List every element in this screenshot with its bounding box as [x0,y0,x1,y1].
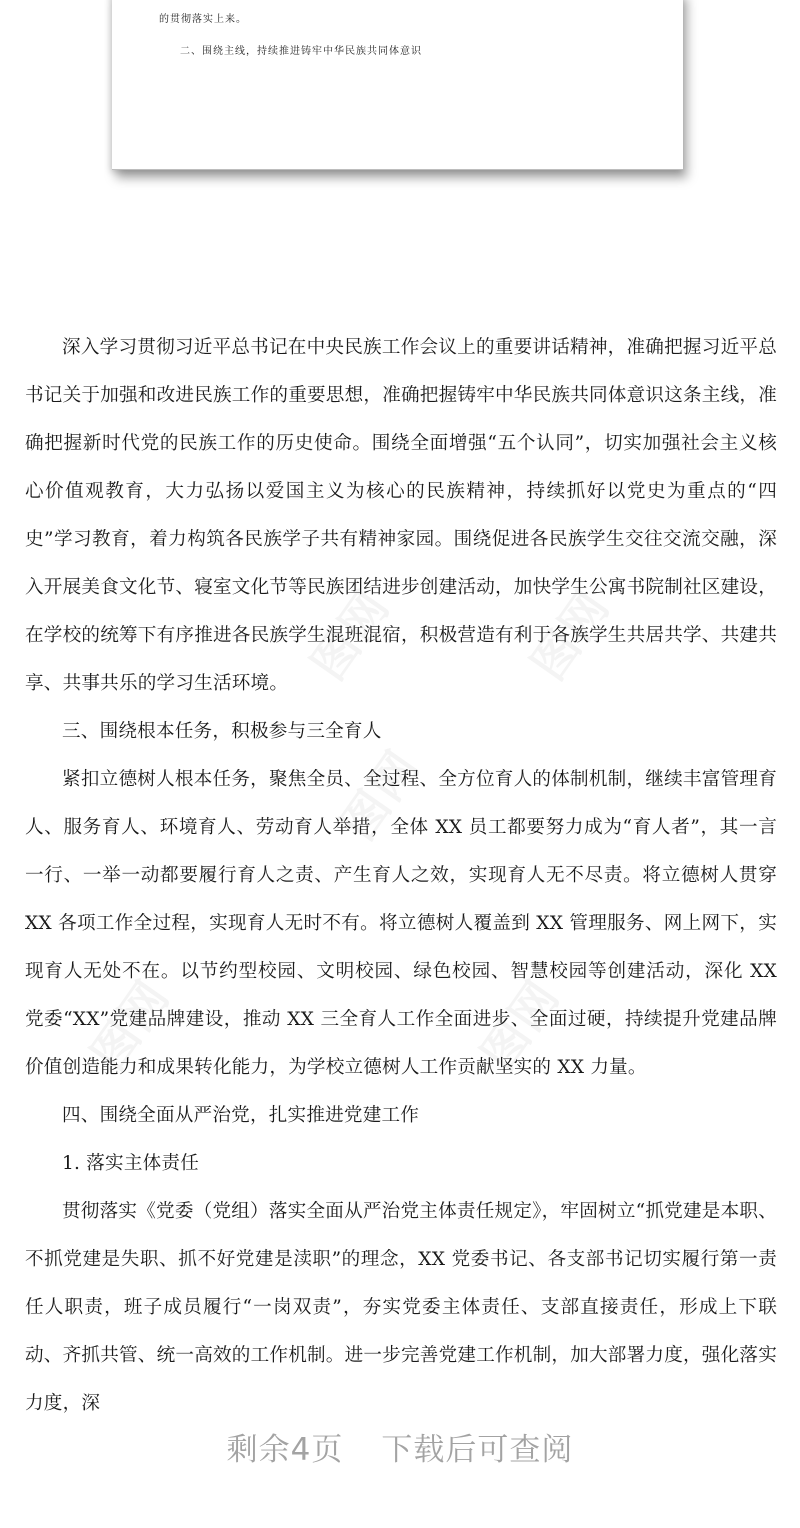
remaining-pages-label: 剩余4页 [226,1432,344,1468]
subsection-heading-1: 1. 落实主体责任 [62,1153,200,1174]
document-body [25,324,777,1428]
download-prompt[interactable] [0,1424,800,1469]
watermark: 图网 [80,969,181,1080]
paragraph-main-responsibility: 贯彻落实《党委（党组）落实全面从严治党主体责任规定》，牢固树立“抓党建是本职、不抓党建是失职、抓不好党建是渎职”的理念，XX 党委书记、各支部书记切实履行第一责任人职责，班子成员履行“一岗双责”，夯实党委主体责任、支部直接责任，形成上下联动、齐抓共管、统一高效的工作机制。进一步完善党建工作机制，加大部署力度，强化落实力度，深 [25,1201,777,1414]
watermark: 图网 [330,739,431,850]
section-heading-3: 三、围绕根本任务，积极参与三全育人 [62,721,382,742]
paragraph-three-all-education: 紧扣立德树人根本任务，聚焦全员、全过程、全方位育人的体制机制，继续丰富管理育人、服务育人、环境育人、劳动育人举措，全体 XX 员工都要努力成为“育人者”，其一言一行、一举一动都要履行育人之责、产生育人之效，实现育人无不尽责。将立德树人贯穿 XX 各项工作全过程，实现育人无时不有。将立德树人覆盖到 XX 管理服务、网上网下，实现育人无处不在。以节约型校园、文明校园、绿色校园、智慧校园等创建活动，深化 XX 党委“XX”党建品牌建设，推动 XX 三全育人工作全面进步、全面过硬，持续提升党建品牌价值创造能力和成果转化能力，为学校立德树人工作贡献坚实的 XX 力量。 [25,769,777,1078]
watermark: 图网 [470,969,571,1080]
paragraph-ethnic-unity: 深入学习贯彻习近平总书记在中央民族工作会议上的重要讲话精神，准确把握习近平总书记关于加强和改进民族工作的重要思想，准确把握铸牢中华民族共同体意识这条主线，准确把握新时代党的民族工作的历史使命。围绕全面增强“五个认同”，切实加强社会主义核心价值观教育，大力弘扬以爱国主义为核心的民族精神，持续抓好以党史为重点的“四史”学习教育，着力构筑各民族学子共有精神家园。围绕促进各民族学生交往交流交融，深入开展美食文化节、寝室文化节等民族团结进步创建活动，加快学生公寓书院制社区建设，在学校的统筹下有序推进各民族学生混班混宿，积极营造有利于各族学生共居共学、共建共享、共事共乐的学习生活环境。 [25,337,777,694]
preview-section-heading: 二、围绕主线，持续推进铸牢中华民族共同体意识 [180,46,422,57]
section-heading-4: 四、围绕全面从严治党，扎实推进党建工作 [62,1105,420,1126]
previous-page-preview [112,0,683,170]
watermark: 图网 [520,579,621,690]
preview-text-line: 的贯彻落实上来。 [159,14,247,25]
watermark: 图网 [300,579,401,690]
download-hint-label: 下载后可查阅 [381,1432,574,1468]
